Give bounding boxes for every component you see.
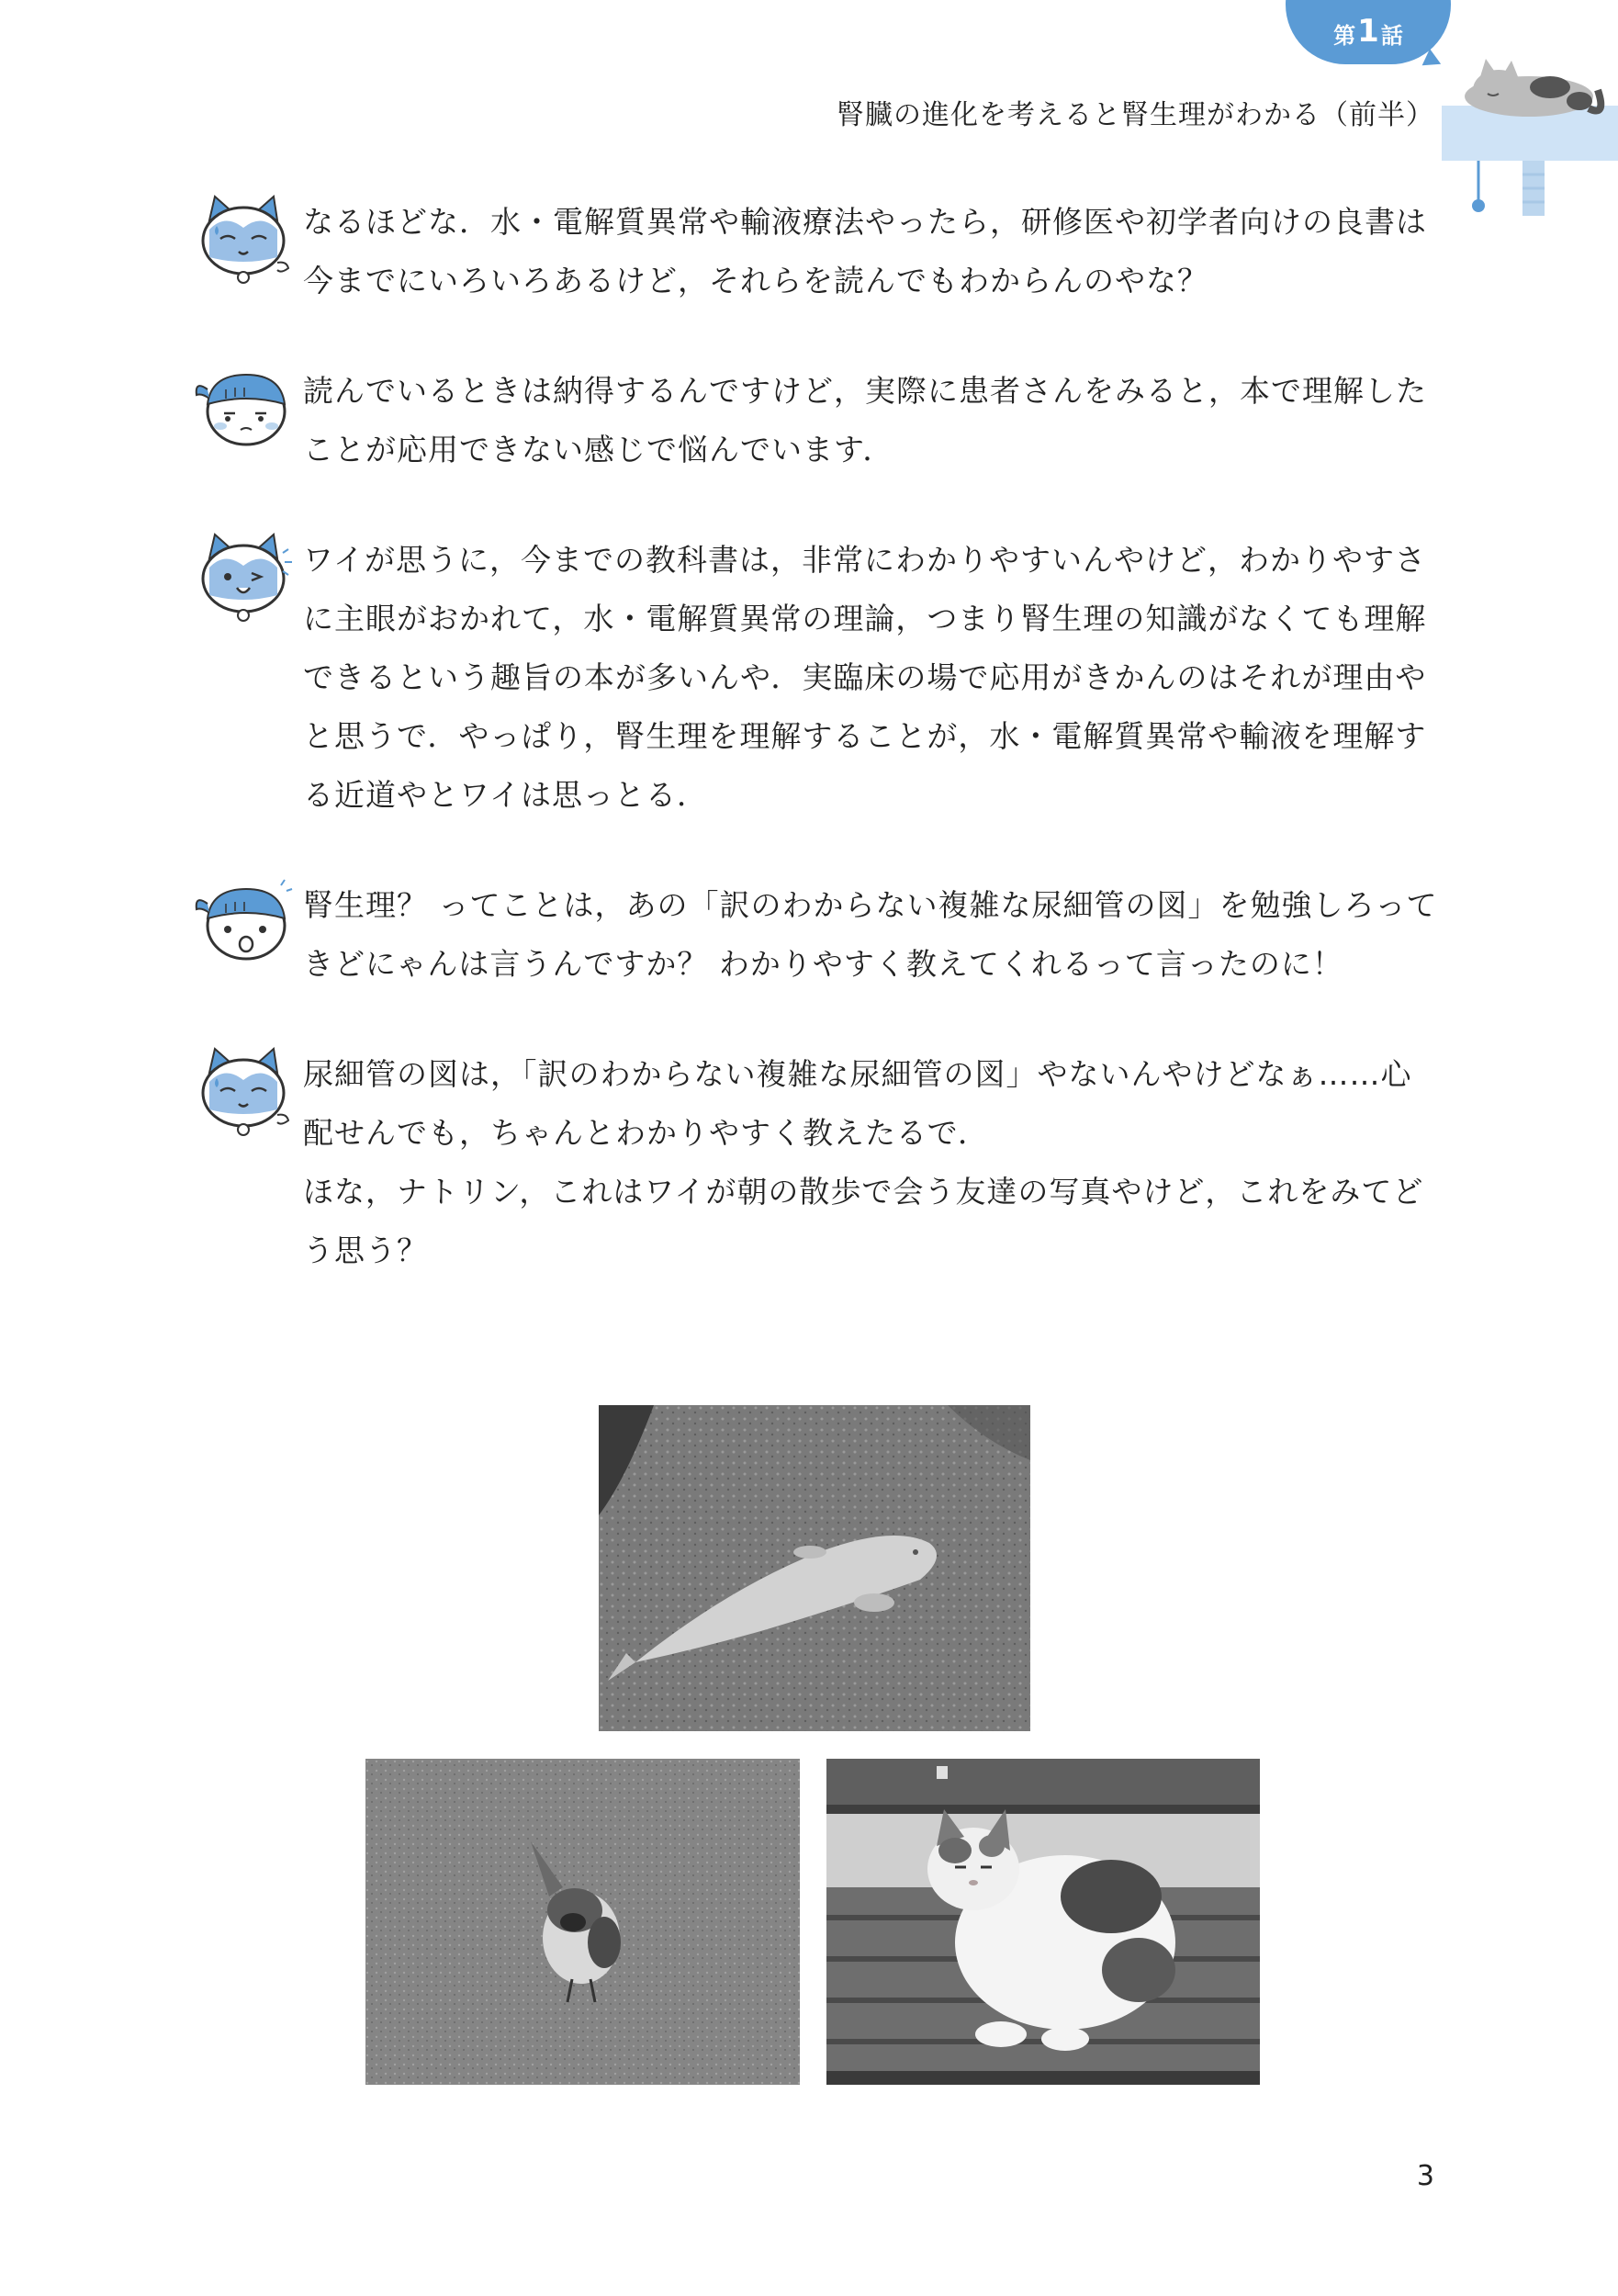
sparrow-photo — [365, 1759, 800, 2085]
dialogue — [193, 193, 1442, 1332]
cat-sweat-icon — [193, 1045, 294, 1137]
dialogue-turn-4 — [193, 876, 1442, 994]
cat-sweat-icon — [193, 193, 294, 285]
koi-fish-photo — [599, 1405, 1030, 1731]
cat-wink-icon — [193, 531, 294, 623]
dialogue-turn-3 — [193, 531, 1442, 825]
dialogue-text-1: なるほどな．水・電解質異常や輸液療法やったら，研修医や初学者向けの良書は今までにいろいろあるけど，それらを読んでもわからんのやな？ — [303, 204, 1427, 298]
dialogue-text-2: 読んでいるときは納得するんですけど，実際に患者さんをみると，本で理解したことが応用できない感じで悩んでいます． — [303, 373, 1427, 467]
girl-worried-icon — [193, 362, 294, 454]
page-number: 3 — [1416, 2160, 1434, 2192]
chapter-prefix: 第 — [1333, 23, 1356, 49]
dialogue-turn-2 — [193, 362, 1442, 479]
chapter-suffix: 話 — [1380, 23, 1403, 49]
chapter-tab — [1286, 0, 1451, 64]
dialogue-text-4: 腎生理？ ってことは，あの「訳のわからない複雑な尿細管の図」を勉強しろってきどにゃんは言うんですか？ わかりやすく教えてくれるって言ったのに！ — [303, 887, 1438, 982]
cat-photo — [826, 1759, 1260, 2085]
girl-surprised-icon — [193, 876, 294, 968]
dialogue-text-3: ワイが思うに，今までの教科書は，非常にわかりやすいんやけど，わかりやすさに主眼がおかれて，水・電解質異常の理論，つまり腎生理の知識がなくても理解できるという趣旨の本が多いんや．実臨床の場で応用がきかんのはそれが理由やと思うで．やっぱり，腎生理を理解することが，水・電解質異常や輸液を理解する近道やとワイは思っとる． — [303, 542, 1427, 813]
chapter-number: 1 — [1357, 13, 1379, 50]
dialogue-text-5: 尿細管の図は，「訳のわからない複雑な尿細管の図」やないんやけどなぁ……心配せんでも，ちゃんとわかりやすく教えたるで． — [303, 1056, 1412, 1151]
chapter-title: 腎臓の進化を考えると腎生理がわかる（前半） — [837, 99, 1434, 131]
sleeping-cat-decoration — [1442, 37, 1618, 230]
dialogue-text-5b: ほな，ナトリン，これはワイが朝の散歩で会う友達の写真やけど，これをみてどう思う？ — [303, 1174, 1424, 1268]
dialogue-turn-1 — [193, 193, 1442, 310]
dialogue-turn-5 — [193, 1045, 1442, 1280]
